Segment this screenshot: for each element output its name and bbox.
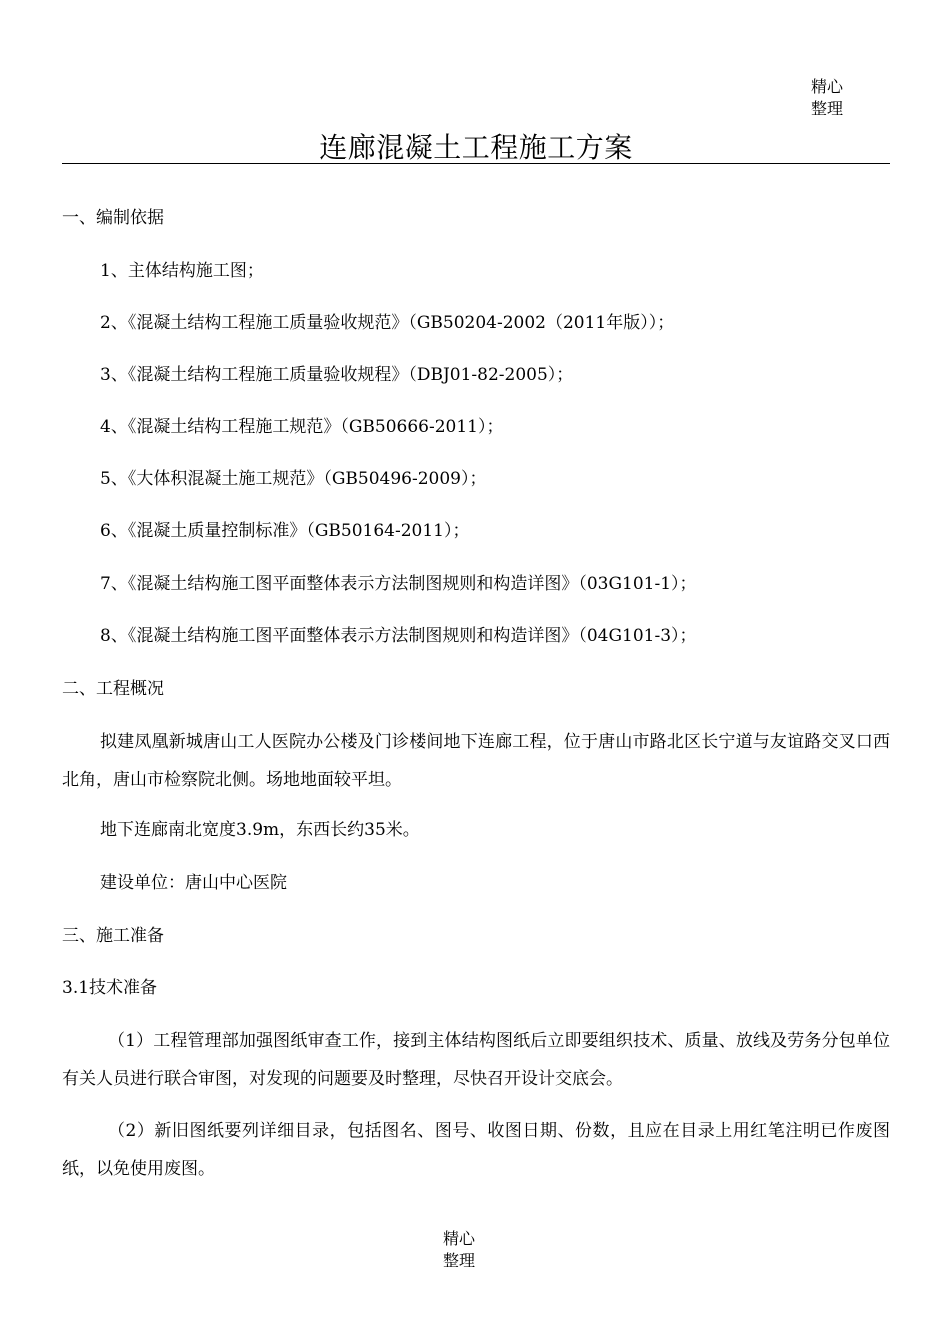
corridor-dimensions-text: 地下连廊南北宽度3.9m，东西长约35米。 [100, 820, 420, 840]
title-underline [62, 163, 890, 164]
section-3-heading: 三、施工准备 [62, 926, 164, 946]
reference-item-6: 6、《混凝土质量控制标准》（GB50164-2011）； [100, 521, 470, 541]
document-title: 连廊混凝土工程施工方案 [319, 131, 633, 164]
footer-line-2: 整理 [443, 1251, 476, 1270]
reference-item-1: 1、主体结构施工图； [100, 261, 264, 281]
header-line-2: 整理 [811, 99, 844, 118]
reference-item-8: 8、《混凝土结构施工图平面整体表示方法制图规则和构造详图》（04G101-3）； [100, 626, 697, 646]
reference-item-2: 2、《混凝土结构工程施工质量验收规范》（GB50204-2002（2011年版））； [100, 313, 675, 333]
client-unit-text: 建设单位：唐山中心医院 [100, 873, 287, 893]
footer-line-1: 精心 [443, 1229, 476, 1248]
reference-item-3: 3、《混凝土结构工程施工质量验收规程》（DBJ01-82-2005）； [100, 365, 574, 385]
page-footer-stamp [443, 1228, 503, 1272]
technical-prep-paragraph-2: （2）新旧图纸要列详细目录，包括图名、图号、收图日期、份数，且应在目录上用红笔注明已作废图纸，以免使用废图。 [62, 1121, 890, 1179]
project-overview-paragraph: 拟建凤凰新城唐山工人医院办公楼及门诊楼间地下连廊工程，位于唐山市路北区长宁道与友谊路交叉口西北角，唐山市检察院北侧。场地地面较平坦。 [62, 732, 890, 790]
subsection-3-1-heading: 3.1技术准备 [62, 978, 158, 998]
section-1-heading: 一、编制依据 [62, 208, 164, 228]
technical-prep-paragraph-1: （1）工程管理部加强图纸审查工作，接到主体结构图纸后立即要组织技术、质量、放线及劳务分包单位有关人员进行联合审图，对发现的问题要及时整理，尽快召开设计交底会。 [62, 1031, 890, 1089]
section-2-heading: 二、工程概况 [62, 679, 164, 699]
reference-item-5: 5、《大体积混凝土施工规范》（GB50496-2009）； [100, 469, 487, 489]
reference-item-4: 4、《混凝土结构工程施工规范》（GB50666-2011）； [100, 417, 504, 437]
reference-item-7: 7、《混凝土结构施工图平面整体表示方法制图规则和构造详图》（03G101-1）； [100, 574, 697, 594]
page-header-stamp [811, 76, 871, 120]
header-line-1: 精心 [811, 77, 844, 96]
